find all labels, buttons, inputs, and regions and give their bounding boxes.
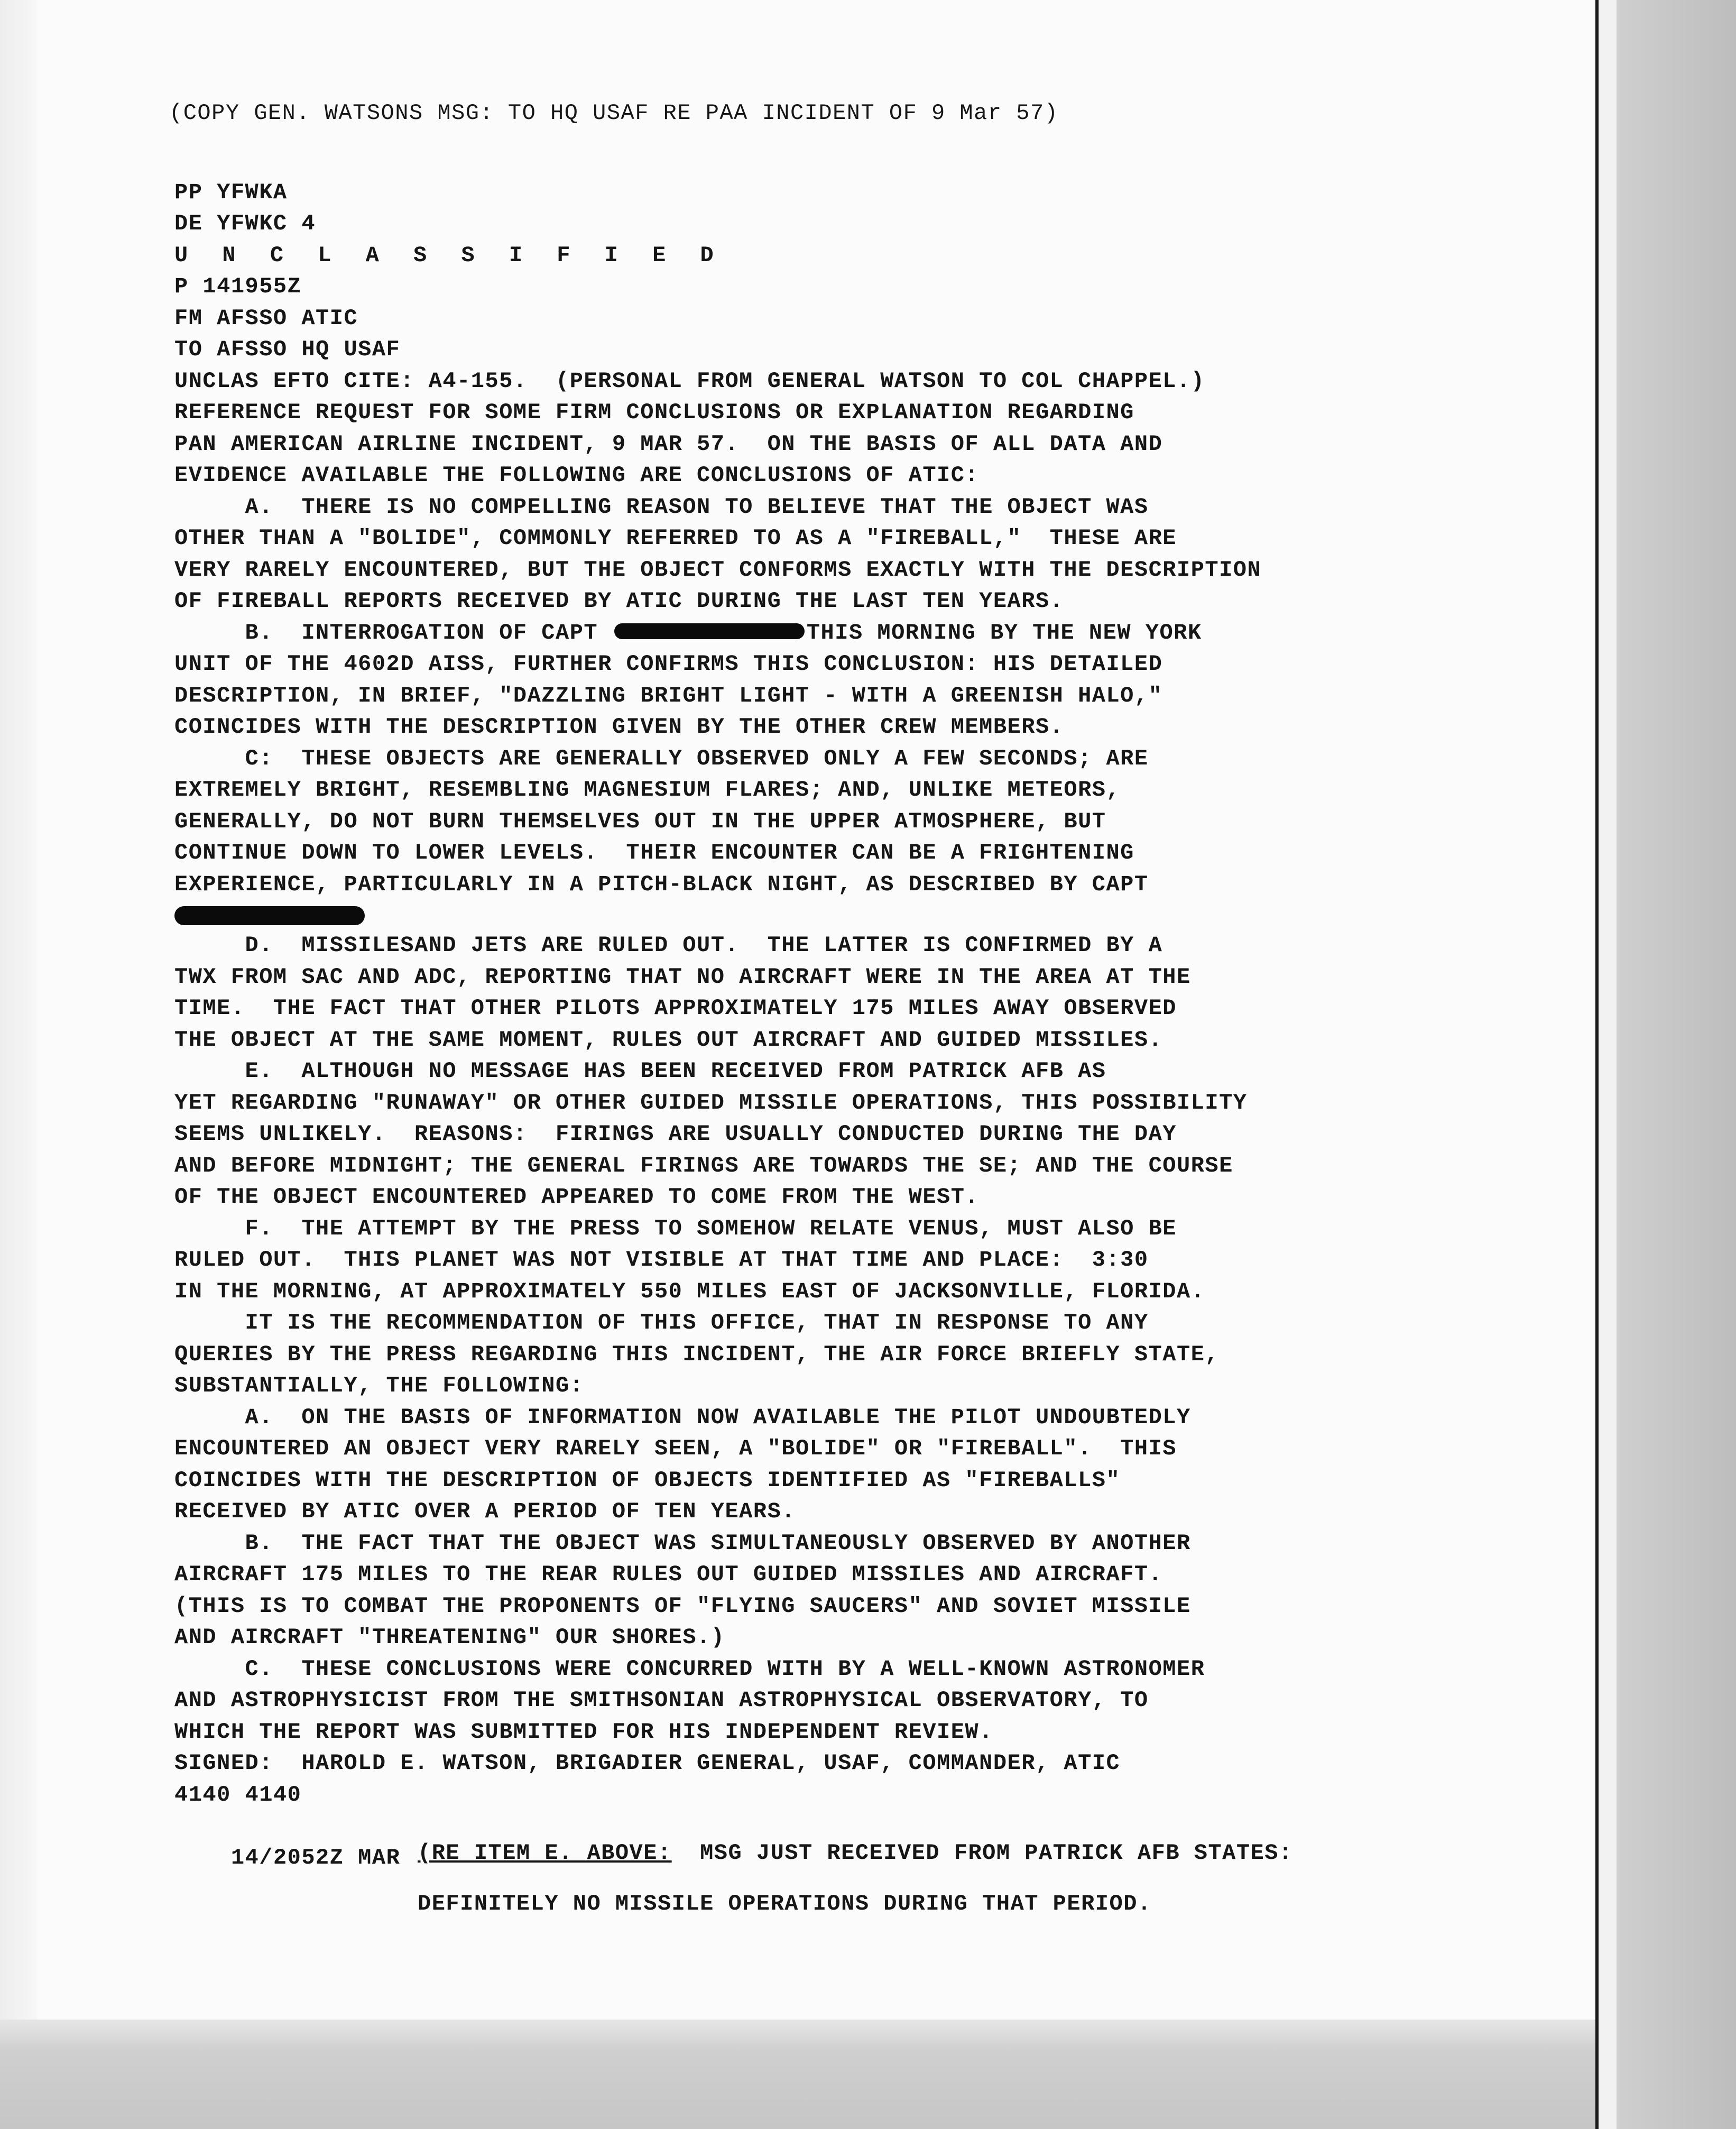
text-line: F. THE ATTEMPT BY THE PRESS TO SOMEHOW RELATE VENUS, MUST ALSO BE xyxy=(174,1215,1177,1241)
document-title: (COPY GEN. WATSONS MSG: TO HQ USAF RE PAA INCIDENT OF 9 Mar 57) xyxy=(169,100,1059,126)
text-line: EXTREMELY BRIGHT, RESEMBLING MAGNESIUM FLARES; AND, UNLIKE METEORS, xyxy=(174,777,1121,803)
text-line: QUERIES BY THE PRESS REGARDING THIS INCIDENT, THE AIR FORCE BRIEFLY STATE, xyxy=(174,1341,1220,1367)
text-line: SIGNED: HAROLD E. WATSON, BRIGADIER GENERAL, USAF, COMMANDER, ATIC xyxy=(174,1750,1121,1776)
footer-note xyxy=(418,1811,1293,1946)
text-line: C. THESE CONCLUSIONS WERE CONCURRED WITH BY A WELL-KNOWN ASTRONOMER xyxy=(174,1656,1205,1682)
text-line: ENCOUNTERED AN OBJECT VERY RARELY SEEN, A "BOLIDE" OR "FIREBALL". THIS xyxy=(174,1436,1177,1461)
text-line: AND ASTROPHYSICIST FROM THE SMITHSONIAN ASTROPHYSICAL OBSERVATORY, TO xyxy=(174,1688,1149,1713)
redaction-mark xyxy=(614,623,805,639)
text-line: TWX FROM SAC AND ADC, REPORTING THAT NO AIRCRAFT WERE IN THE AREA AT THE xyxy=(174,964,1191,990)
text-line: C: THESE OBJECTS ARE GENERALLY OBSERVED ONLY A FEW SECONDS; ARE xyxy=(174,745,1149,771)
text-line: E. ALTHOUGH NO MESSAGE HAS BEEN RECEIVED FROM PATRICK AFB AS xyxy=(174,1058,1106,1084)
text-line: YET REGARDING "RUNAWAY" OR OTHER GUIDED MISSILE OPERATIONS, THIS POSSIBILITY xyxy=(174,1090,1248,1116)
text-line: SUBSTANTIALLY, THE FOLLOWING: xyxy=(174,1373,584,1398)
text-line: OF THE OBJECT ENCOUNTERED APPEARED TO COME FROM THE WEST. xyxy=(174,1184,980,1210)
text-line: WHICH THE REPORT WAS SUBMITTED FOR HIS INDEPENDENT REVIEW. xyxy=(174,1719,993,1745)
text-line: REFERENCE REQUEST FOR SOME FIRM CONCLUSIONS OR EXPLANATION REGARDING xyxy=(174,400,1134,425)
footer-note-line1: MSG JUST RECEIVED FROM PATRICK AFB STATES: xyxy=(671,1840,1293,1866)
redacted-name-line xyxy=(174,900,1570,930)
text-line: PP YFWKA xyxy=(174,179,288,205)
text-line: FM AFSSO ATIC xyxy=(174,305,358,331)
body-section-1 xyxy=(174,366,1570,617)
scan-right-edge xyxy=(1595,0,1736,2129)
text-line: A. THERE IS NO COMPELLING REASON TO BELIEVE THAT THE OBJECT WAS xyxy=(174,494,1149,520)
text-line: AND BEFORE MIDNIGHT; THE GENERAL FIRINGS ARE TOWARDS THE SE; AND THE COURSE xyxy=(174,1153,1233,1178)
text-line: UNCLAS EFTO CITE: A4-155. (PERSONAL FROM GENERAL WATSON TO COL CHAPPEL.) xyxy=(174,368,1205,394)
text-line: IT IS THE RECOMMENDATION OF THIS OFFICE, THAT IN RESPONSE TO ANY xyxy=(174,1310,1149,1335)
text-line: RECEIVED BY ATIC OVER A PERIOD OF TEN YEARS. xyxy=(174,1499,796,1524)
text-line: VERY RARELY ENCOUNTERED, BUT THE OBJECT CONFORMS EXACTLY WITH THE DESCRIPTION xyxy=(174,557,1262,583)
text-line: THE OBJECT AT THE SAME MOMENT, RULES OUT AIRCRAFT AND GUIDED MISSILES. xyxy=(174,1027,1163,1053)
message-text xyxy=(169,98,1570,1916)
spacer xyxy=(174,130,1570,177)
text-line: OF FIREBALL REPORTS RECEIVED BY ATIC DURING THE LAST TEN YEARS. xyxy=(174,588,1064,614)
footer-note-line2: DEFINITELY NO MISSILE OPERATIONS DURING THAT PERIOD. xyxy=(418,1891,1152,1916)
text-line: GENERALLY, DO NOT BURN THEMSELVES OUT IN THE UPPER ATMOSPHERE, BUT xyxy=(174,808,1106,834)
text-line: UNIT OF THE 4602D AISS, FURTHER CONFIRMS THIS CONCLUSION: HIS DETAILED xyxy=(174,651,1163,677)
text-line: DESCRIPTION, IN BRIEF, "DAZZLING BRIGHT LIGHT - WITH A GREENISH HALO," xyxy=(174,683,1163,708)
text-line: 4140 4140 xyxy=(174,1782,302,1808)
text-line: A. ON THE BASIS OF INFORMATION NOW AVAILABLE THE PILOT UNDOUBTEDLY xyxy=(174,1404,1191,1430)
text-line: IN THE MORNING, AT APPROXIMATELY 550 MILES EAST OF JACKSONVILLE, FLORIDA. xyxy=(174,1278,1205,1304)
text-line: D. MISSILESAND JETS ARE RULED OUT. THE LATTER IS CONFIRMED BY A xyxy=(174,933,1163,958)
body-section-2 xyxy=(174,649,1570,900)
text-line: P 141955Z xyxy=(174,274,302,299)
text-line: COINCIDES WITH THE DESCRIPTION OF OBJECTS IDENTIFIED AS "FIREBALLS" xyxy=(174,1467,1121,1493)
para-b-first-line xyxy=(174,617,1570,649)
text-line: EVIDENCE AVAILABLE THE FOLLOWING ARE CONCLUSIONS OF ATIC: xyxy=(174,463,980,488)
scan-bottom-edge xyxy=(0,2020,1595,2129)
text-line: (THIS IS TO COMBAT THE PROPONENTS OF "FLYING SAUCERS" AND SOVIET MISSILE xyxy=(174,1593,1191,1619)
text-line: CONTINUE DOWN TO LOWER LEVELS. THEIR ENCOUNTER CAN BE A FRIGHTENING xyxy=(174,840,1134,865)
redaction-mark-2 xyxy=(174,906,365,925)
footer-line xyxy=(174,1811,1570,1916)
text-line: U N C L A S S I F I E D xyxy=(174,242,724,268)
para-b-start: B. INTERROGATION OF CAPT xyxy=(174,620,598,646)
text-line: EXPERIENCE, PARTICULARLY IN A PITCH-BLACK NIGHT, AS DESCRIBED BY CAPT xyxy=(174,871,1149,897)
text-line: TO AFSSO HQ USAF xyxy=(174,337,401,362)
text-line: OTHER THAN A "BOLIDE", COMMONLY REFERRED TO AS A "FIREBALL," THESE ARE xyxy=(174,526,1177,551)
scan-left-edge xyxy=(0,0,37,2020)
footer-note-ref: (RE ITEM E. ABOVE: xyxy=(418,1840,672,1866)
text-line: COINCIDES WITH THE DESCRIPTION GIVEN BY THE OTHER CREW MEMBERS. xyxy=(174,714,1064,740)
text-line: TIME. THE FACT THAT OTHER PILOTS APPROXIMATELY 175 MILES AWAY OBSERVED xyxy=(174,996,1177,1021)
text-line: DE YFWKC 4 xyxy=(174,211,316,236)
text-line: B. THE FACT THAT THE OBJECT WAS SIMULTANEOUSLY OBSERVED BY ANOTHER xyxy=(174,1530,1191,1556)
footer-dtg: 14/2052Z MAR xyxy=(230,1845,401,1870)
text-line: SEEMS UNLIKELY. REASONS: FIRINGS ARE USUALLY CONDUCTED DURING THE DAY xyxy=(174,1121,1177,1147)
text-line: AIRCRAFT 175 MILES TO THE REAR RULES OUT GUIDED MISSILES AND AIRCRAFT. xyxy=(174,1562,1163,1587)
routing-header xyxy=(174,177,1570,366)
para-b-end: THIS MORNING BY THE NEW YORK xyxy=(806,620,1202,646)
text-line: PAN AMERICAN AIRLINE INCIDENT, 9 MAR 57. ON THE BASIS OF ALL DATA AND xyxy=(174,431,1163,457)
body-section-3 xyxy=(174,930,1570,1811)
text-line: RULED OUT. THIS PLANET WAS NOT VISIBLE AT THAT TIME AND PLACE: 3:30 xyxy=(174,1247,1149,1273)
text-line: AND AIRCRAFT "THREATENING" OUR SHORES.) xyxy=(174,1625,725,1650)
